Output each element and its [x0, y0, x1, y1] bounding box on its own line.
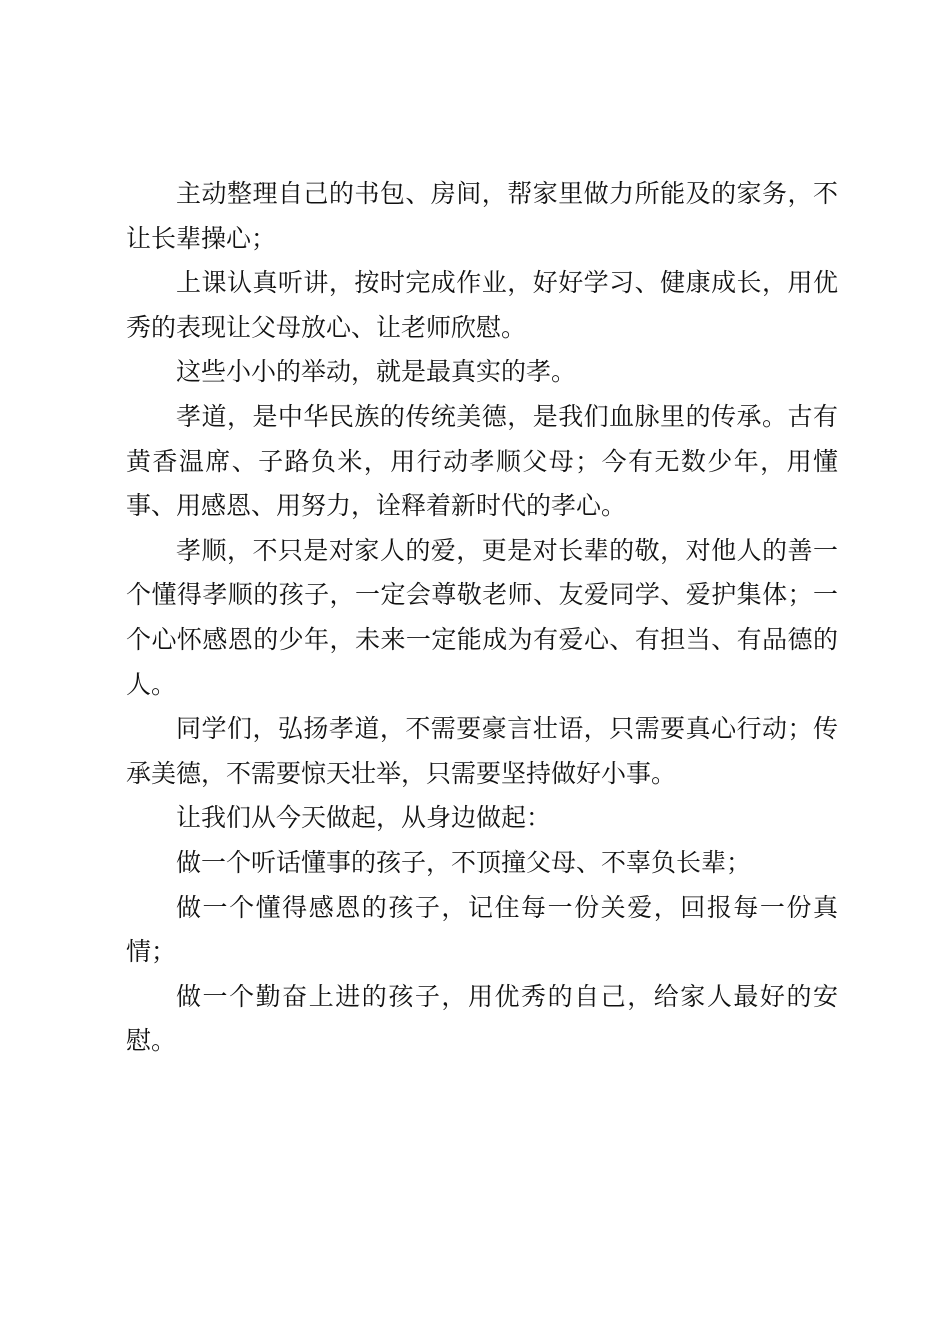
paragraph-10: 做一个勤奋上进的孩子，用优秀的自己，给家人最好的安慰。 [126, 981, 838, 1056]
paragraph-3: 这些小小的举动，就是最真实的孝。 [176, 357, 577, 387]
paragraph-6: 同学们，弘扬孝道，不需要豪言壮语，只需要真心行动；传承美德，不需要惊天壮举，只需要坚持做好小事。 [126, 714, 838, 788]
paragraph-1: 主动整理自己的书包、房间，帮家里做力所能及的家务，不让长辈操心； [126, 179, 838, 253]
paragraph-4: 孝道，是中华民族的传统美德，是我们血脉里的传承。古有黄香温席、子路负米，用行动孝顺父母；今有无数少年，用懂事、用感恩、用努力，诠释着新时代的孝心。 [126, 401, 838, 521]
paragraph-2: 上课认真听讲，按时完成作业，好好学习、健康成长，用优秀的表现让父母放心、让老师欣慰。 [126, 268, 838, 342]
paragraph-7: 让我们从今天做起，从身边做起： [176, 803, 552, 833]
paragraph-5: 孝顺，不只是对家人的爱，更是对长辈的敬，对他人的善一个懂得孝顺的孩子，一定会尊敬老师、友爱同学、爱护集体；一个心怀感恩的少年，未来一定能成为有爱心、有担当、有品德的人。 [126, 535, 838, 699]
paragraph-9: 做一个懂得感恩的孩子，记住每一份关爱，回报每一份真情； [126, 892, 838, 967]
document-body [126, 172, 838, 1064]
paragraph-8: 做一个听话懂事的孩子，不顶撞父母、不辜负长辈； [176, 847, 752, 877]
